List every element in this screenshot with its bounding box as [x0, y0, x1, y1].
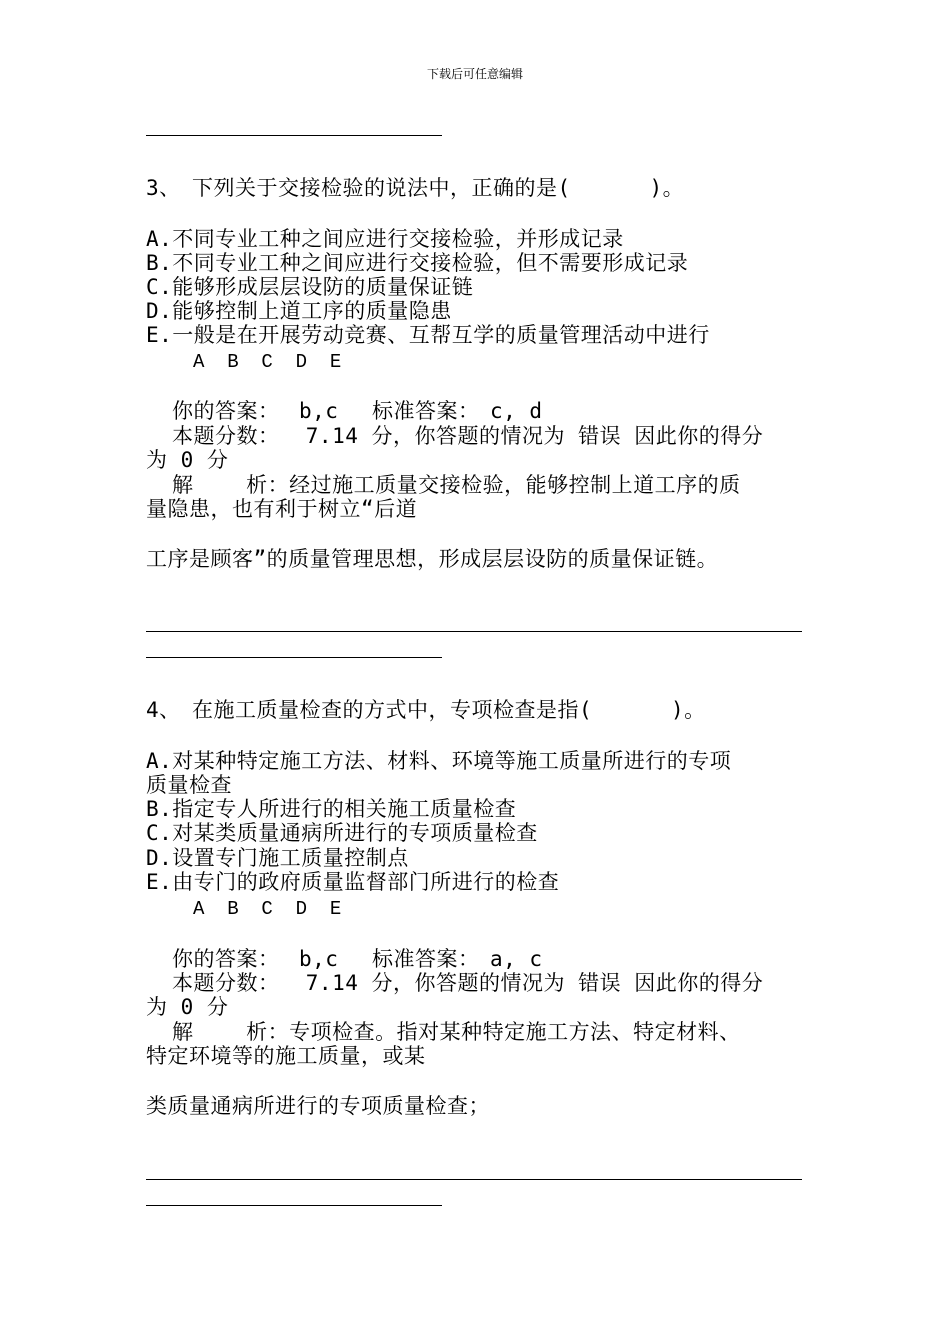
your-answer-value: b,c [299, 947, 339, 971]
option-d: D.设置专门施工质量控制点 [146, 846, 409, 870]
question-stem: 下列关于交接检验的说法中，正确的是( )。 [192, 176, 685, 200]
analysis-line: 解 析：专项检查。指对某种特定施工方法、特定材料、 [172, 1020, 741, 1044]
analysis-line-cont: 工序是顾客”的质量管理思想，形成层层设防的质量保证链。 [146, 547, 719, 571]
question-stem: 在施工质量检查的方式中，专项检查是指( )。 [192, 698, 706, 722]
standard-answer-label: 标准答案： [372, 399, 480, 423]
analysis-line-cont: 特定环境等的施工质量，或某 [146, 1044, 426, 1068]
option-e: E.由专门的政府质量监督部门所进行的检查 [146, 870, 560, 894]
standard-answer-value: a, c [490, 947, 543, 971]
option-e: E.一般是在开展劳动竞赛、互帮互学的质量管理活动中进行 [146, 323, 710, 347]
your-answer-label: 你的答案： [172, 947, 280, 971]
separator-long [146, 631, 802, 632]
your-answer-label: 你的答案： [172, 399, 280, 423]
option-a: A.不同专业工种之间应进行交接检验，并形成记录 [146, 227, 624, 251]
option-d: D.能够控制上道工序的质量隐患 [146, 299, 452, 323]
standard-answer-value: c, d [490, 399, 543, 423]
analysis-line-cont: 类质量通病所进行的专项质量检查； [146, 1094, 490, 1118]
score-line: 本题分数： 7.14 分，你答题的情况为 错误 因此你的得分 [172, 424, 764, 448]
choice-letters: A B C D E [193, 898, 342, 920]
separator-short [146, 657, 442, 658]
separator-short [146, 1205, 442, 1206]
question-number: 3、 [146, 176, 181, 200]
option-b: B.不同专业工种之间应进行交接检验，但不需要形成记录 [146, 251, 689, 275]
option-a-cont: 质量检查 [146, 773, 232, 797]
separator-short [146, 135, 442, 136]
option-a: A.对某种特定施工方法、材料、环境等施工质量所进行的专项 [146, 749, 732, 773]
page-header: 下载后可任意编辑 [426, 67, 523, 81]
score-line-cont: 为 0 分 [146, 995, 229, 1019]
option-b: B.指定专人所进行的相关施工质量检查 [146, 797, 517, 821]
analysis-line: 解 析：经过施工质量交接检验，能够控制上道工序的质 [172, 473, 741, 497]
score-line: 本题分数： 7.14 分，你答题的情况为 错误 因此你的得分 [172, 971, 764, 995]
question-number: 4、 [146, 698, 181, 722]
option-c: C.能够形成层层设防的质量保证链 [146, 275, 474, 299]
choice-letters: A B C D E [193, 351, 342, 373]
standard-answer-label: 标准答案： [372, 947, 480, 971]
separator-long [146, 1179, 802, 1180]
your-answer-value: b,c [299, 399, 339, 423]
analysis-line-cont: 量隐患，也有利于树立“后道 [146, 497, 418, 521]
score-line-cont: 为 0 分 [146, 448, 229, 472]
option-c: C.对某类质量通病所进行的专项质量检查 [146, 821, 538, 845]
